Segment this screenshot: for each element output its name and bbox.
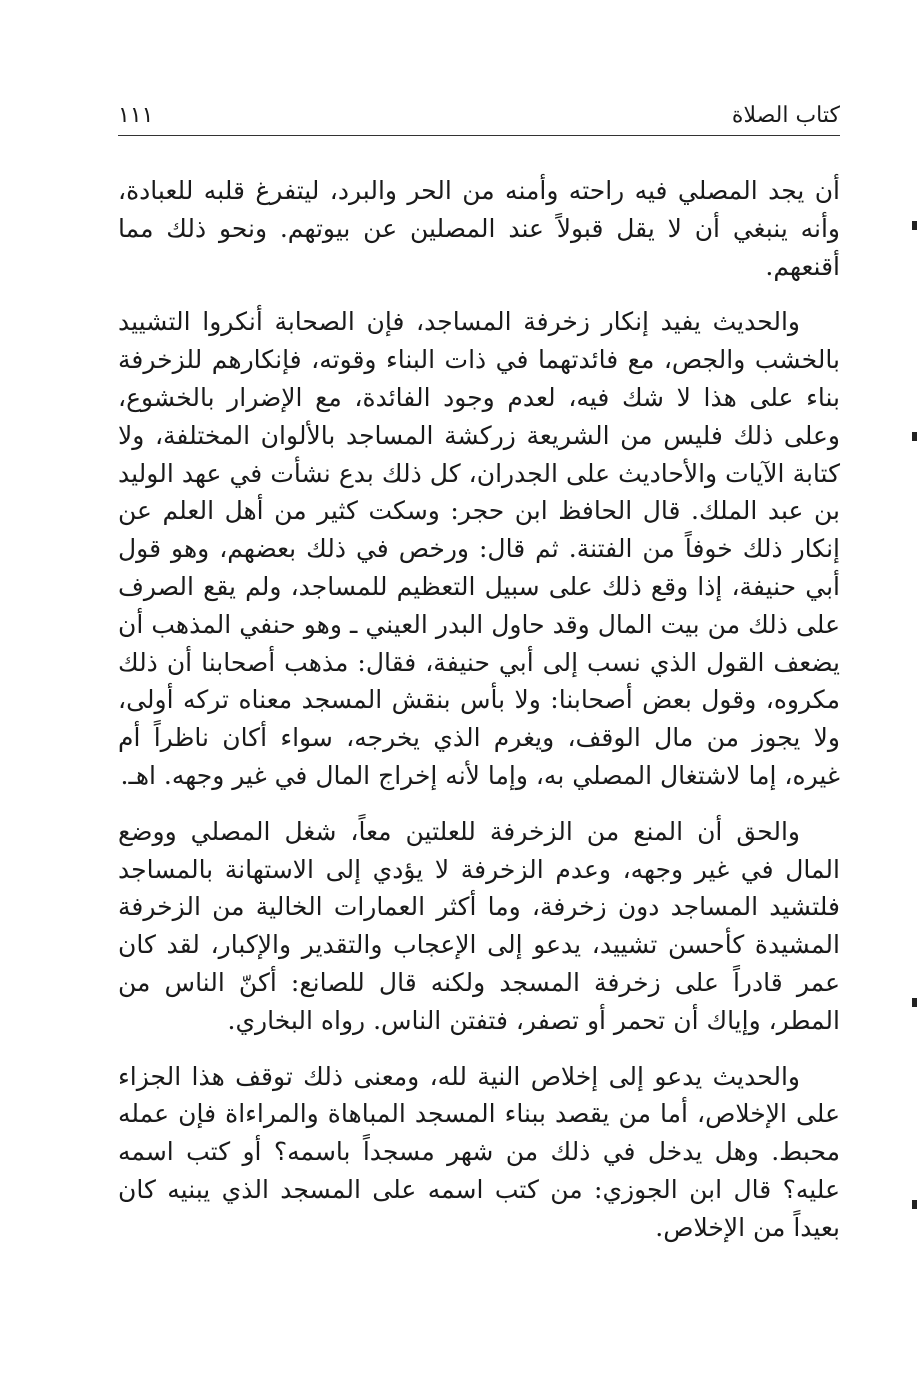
paragraph-2: والحديث يفيد إنكار زخرفة المساجد، فإن الصحابة أنكروا التشييد بالخشب والجص، مع فائدتهما في ذات البناء وقوته، فإنكارهم للزخرفة بناء على هذا لا شك فيه، لعدم وجود الفائدة، مع الإضرار بالخشوع، وعلى ذلك فليس من الشريعة زركشة المساجد بالألوان المختلفة، ولا كتابة الآيات والأحاديث على الجدران، كل ذلك بدع نشأت في عهد الوليد بن عبد الملك. قال الحافظ ابن حجر: وسكت كثير من أهل العلم عن إنكار ذلك خوفاً من الفتنة. ثم قال: ورخص في ذلك بعضهم، وهو قول أبي حنيفة، إذا وقع ذلك على سبيل التعظيم للمساجد، ولم يقع الصرف على ذلك من بيت المال وقد حاول البدر العيني ـ وهو حنفي المذهب أن يضعف القول الذي نسب إلى أبي حنيفة، فقال: مذهب أصحابنا أن ذلك مكروه، وقول بعض أصحابنا: ولا بأس بنقش المسجد معناه تركه أولى، ولا يجوز من مال الوقف، ويغرم الذي يخرجه، سواء أكان ناظراً أم غيره، إما لاشتغال المصلي به، وإما لأنه إخراج المال في غير وجهه. اهـ. bbox=[118, 307, 840, 790]
paragraph-4: والحديث يدعو إلى إخلاص النية لله، ومعنى ذلك توقف هذا الجزاء على الإخلاص، أما من يقصد ببناء المسجد المباهاة والمراءاة فإن عمله محبط. وهل يدخل في ذلك من شهر مسجداً باسمه؟ أو كتب اسمه عليه؟ قال ابن الجوزي: من كتب اسمه على المسجد الذي يبنيه كان بعيداً من الإخلاص. bbox=[118, 1061, 840, 1242]
paragraph-3: والحق أن المنع من الزخرفة للعلتين معاً، شغل المصلي ووضع المال في غير وجهه، وعدم الزخرفة لا يؤدي إلى الاستهانة بالمساجد فلتشيد المساجد دون زخرفة، وما أكثر العمارات الخالية من الزخرفة المشيدة كأحسن تشييد، يدعو إلى الإعجاب والتقدير والإكبار، لقد كان عمر قادراً على زخرفة المسجد ولكنه قال للصانع: أكنّ الناس من المطر، وإياك أن تحمر أو تصفر، فتفتن الناس. رواه البخاري. bbox=[118, 816, 840, 1035]
running-head bbox=[118, 98, 840, 134]
margin-mark-2 bbox=[912, 432, 917, 441]
page-number: ١١١ bbox=[118, 103, 154, 128]
margin-mark-3 bbox=[912, 998, 917, 1007]
body-text bbox=[118, 172, 840, 1265]
margin-mark-4 bbox=[912, 1200, 917, 1209]
paragraph-1: أن يجد المصلي فيه راحته وأمنه من الحر والبرد، ليتفرغ قلبه للعبادة، وأنه ينبغي أن لا يقل قبولاً عند المصلين عن بيوتهم. ونحو ذلك مما أقنعهم. bbox=[118, 176, 840, 281]
margin-mark-1 bbox=[912, 221, 917, 230]
header-rule bbox=[118, 135, 840, 136]
chapter-title: كتاب الصلاة bbox=[731, 103, 840, 128]
